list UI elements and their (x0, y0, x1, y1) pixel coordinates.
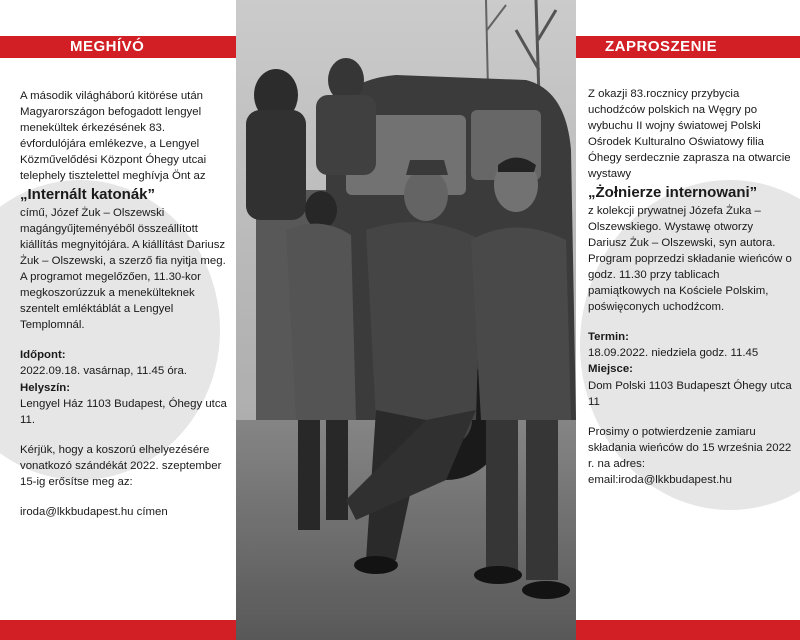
polish-intro: Z okazji 83.rocznicy przybycia uchodźców polskich na Węgry po wybuchu II wojny światowej Polski Ośrodek Kulturalno Oświatowy filia Óhegy serdecznie zaprasza na otwarcie wystawy (588, 88, 791, 181)
hungarian-rsvp: Kérjük, hogy a koszorú elhelyezésére vonatkozó szándékát 2022. szeptember 15-ig erősítse meg az: (20, 443, 222, 488)
hungarian-intro: A második világháború kitörése után Magyarországon befogadott lengyel menekültek érkezésének 83. évfordulójára emlékezve, a Lengyel Közművelődési Központ Óhegy utcai telephely tisztelettel meghívja Önt az (20, 90, 207, 183)
polish-rsvp: Prosimy o potwierdzenie zamiaru składania wieńców do 15 września 2022 r. na adres: (588, 425, 792, 470)
polish-time-value: 18.09.2022. niedziela godz. 11.45 (588, 347, 759, 360)
hungarian-place-label: Helyszín: (20, 381, 71, 394)
hungarian-body: című, Józef Żuk – Olszewski magángyűjteményéből összeállított kiállítás megnyitójára. A kiállítást Dariusz Żuk – Olszewski, a szerző fia nyitja meg. A programot megelőzően, 11.30-kor megkoszorúzzuk a menekülteknek szentelt emléktáblát a Lengyel Templomnál. (20, 206, 226, 332)
polish-exhibition-title: „Żołnierze internowani” (588, 183, 758, 201)
polish-body: z kolekcji prywatnej Józefa Żuka – Olszewskiego. Wystawę otworzy Dariusz Żuk – Olszewski, syn autora. Program poprzedzi składanie wieńców o godz. 11.30 przy tablicach pamiątkowych na Kościele Polskim, poświęconych uchodźcom. (588, 204, 792, 314)
hungarian-exhibition-title: „Internált katonák” (20, 185, 156, 203)
hungarian-heading: MEGHÍVÓ (70, 38, 145, 55)
photo-illustration-icon (236, 0, 576, 640)
hungarian-time-label: Időpont: (20, 349, 66, 362)
hungarian-email: iroda@lkkbudapest.hu címen (20, 506, 168, 519)
hungarian-time-value: 2022.09.18. vasárnap, 11.45 óra. (20, 365, 187, 378)
polish-time-label: Termin: (588, 331, 629, 344)
soldiers-photo (236, 0, 576, 640)
polish-place-value: Dom Polski 1103 Budapeszt Óhegy utca 11 (588, 379, 792, 408)
polish-heading: ZAPROSZENIE (605, 38, 718, 55)
polish-place-label: Miejsce: (588, 363, 633, 376)
hungarian-column (20, 88, 232, 520)
polish-email: email:iroda@lkkbudapest.hu (588, 473, 732, 486)
polish-column (588, 86, 793, 488)
hungarian-place-value: Lengyel Ház 1103 Budapest, Óhegy utca 11. (20, 397, 227, 426)
